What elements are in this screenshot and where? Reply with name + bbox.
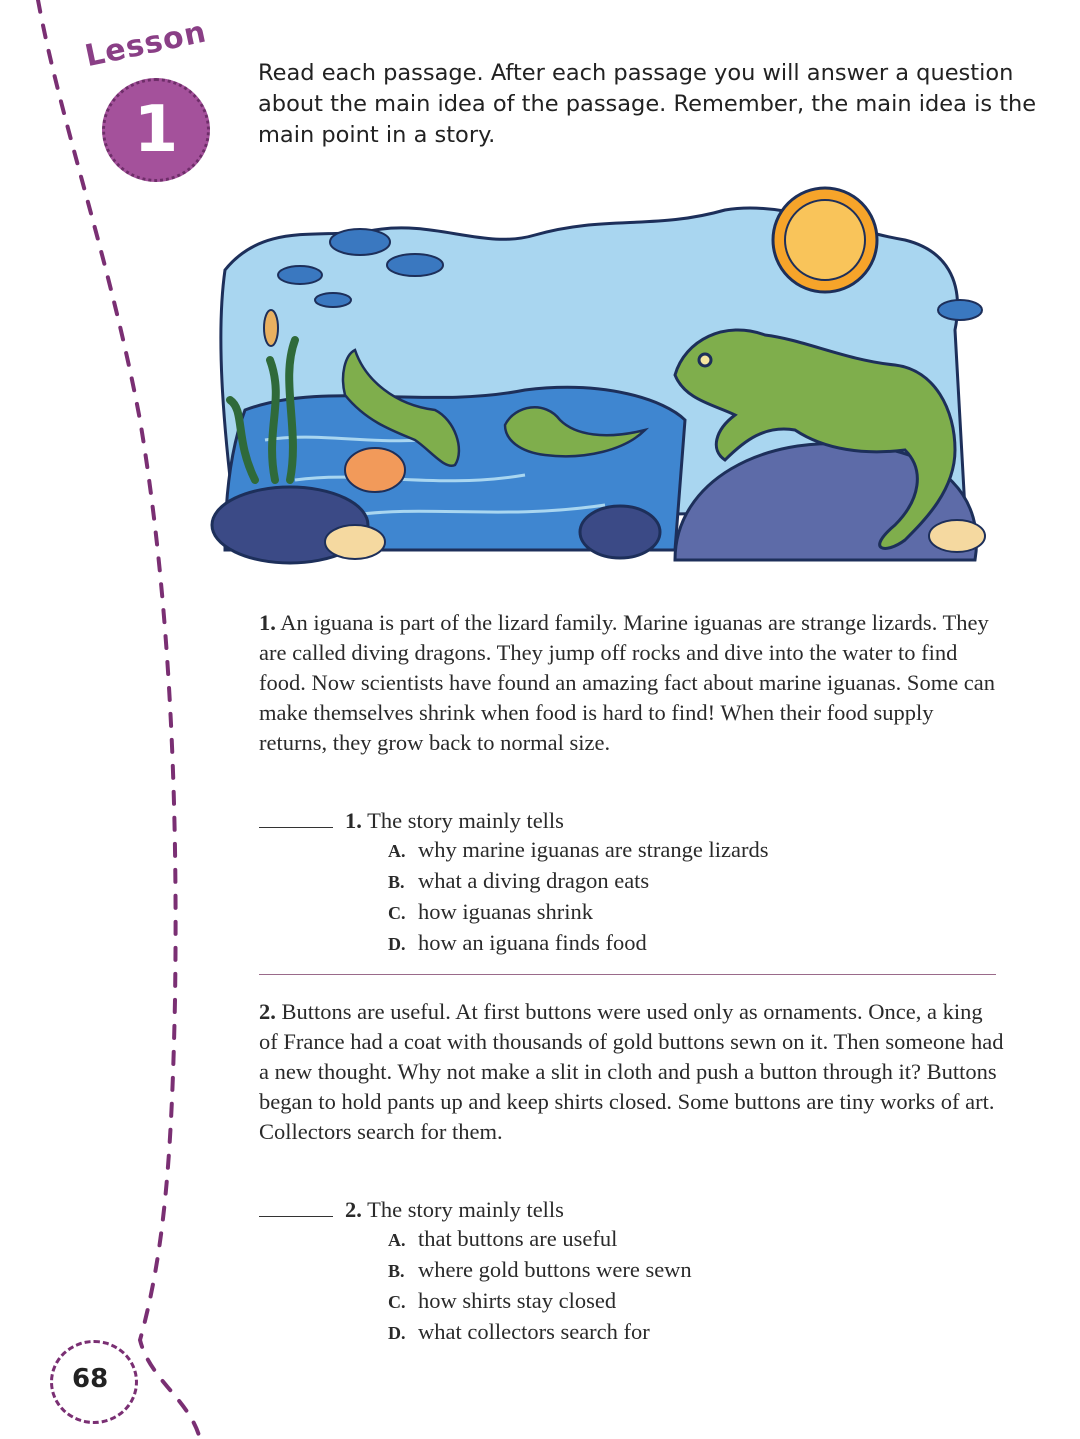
lesson-number: 1 [133,93,179,167]
passage-text: Buttons are useful. At first buttons were used only as ornaments. Once, a king of France had a coat with thousands of gold buttons sewn on it. Then someone had a new thought. Why not make a slit in cloth and push a button through it? Buttons began to hold pants up and keep shirts closed. Some buttons are tiny works of art. Collectors search for them. [259,999,1004,1144]
choice-c[interactable]: C. how iguanas shrink [388,899,593,924]
instructions-text: Read each passage. After each passage you will answer a question about the main idea of the passage. Remember, the main idea is the main point in a story. [258,60,1037,148]
choice-c[interactable]: C. how shirts stay closed [388,1288,617,1313]
choice-d[interactable]: D. how an iguana finds food [388,930,647,955]
page-number: 68 [72,1364,109,1394]
question-number: 1. [345,808,362,833]
sun-icon [773,188,877,292]
choice-b[interactable]: B. what a diving dragon eats [388,868,650,893]
iguana-illustration [205,180,1010,595]
question-stem: The story mainly tells [367,1197,564,1222]
lesson-label: Lesson [82,14,210,75]
question-number: 2. [345,1197,362,1222]
passage-1 [259,608,1004,758]
answer-blank[interactable] [259,1194,333,1217]
choices-1 [388,835,769,959]
question-stem: The story mainly tells [367,808,564,833]
question-1 [259,805,564,836]
choice-b[interactable]: B. where gold buttons were sewn [388,1257,692,1282]
passage-2 [259,997,1004,1147]
dashed-margin-line [0,0,230,1439]
answer-blank[interactable] [259,805,333,828]
choices-2 [388,1224,692,1348]
question-2 [259,1194,564,1225]
section-divider [259,974,996,975]
passage-number: 2. [259,999,276,1024]
choice-d[interactable]: D. what collectors search for [388,1319,650,1344]
lesson-badge [102,78,210,182]
passage-text: An iguana is part of the lizard family. Marine iguanas are strange lizards. They are called diving dragons. They jump off rocks and dive into the water to find food. Now scientists have found an amazing fact about marine iguanas. Some can make themselves shrink when food is hard to find! When their food supply returns, they grow back to normal size. [259,610,996,755]
passage-number: 1. [259,610,276,635]
choice-a[interactable]: A. that buttons are useful [388,1226,618,1251]
choice-a[interactable]: A. why marine iguanas are strange lizards [388,837,769,862]
